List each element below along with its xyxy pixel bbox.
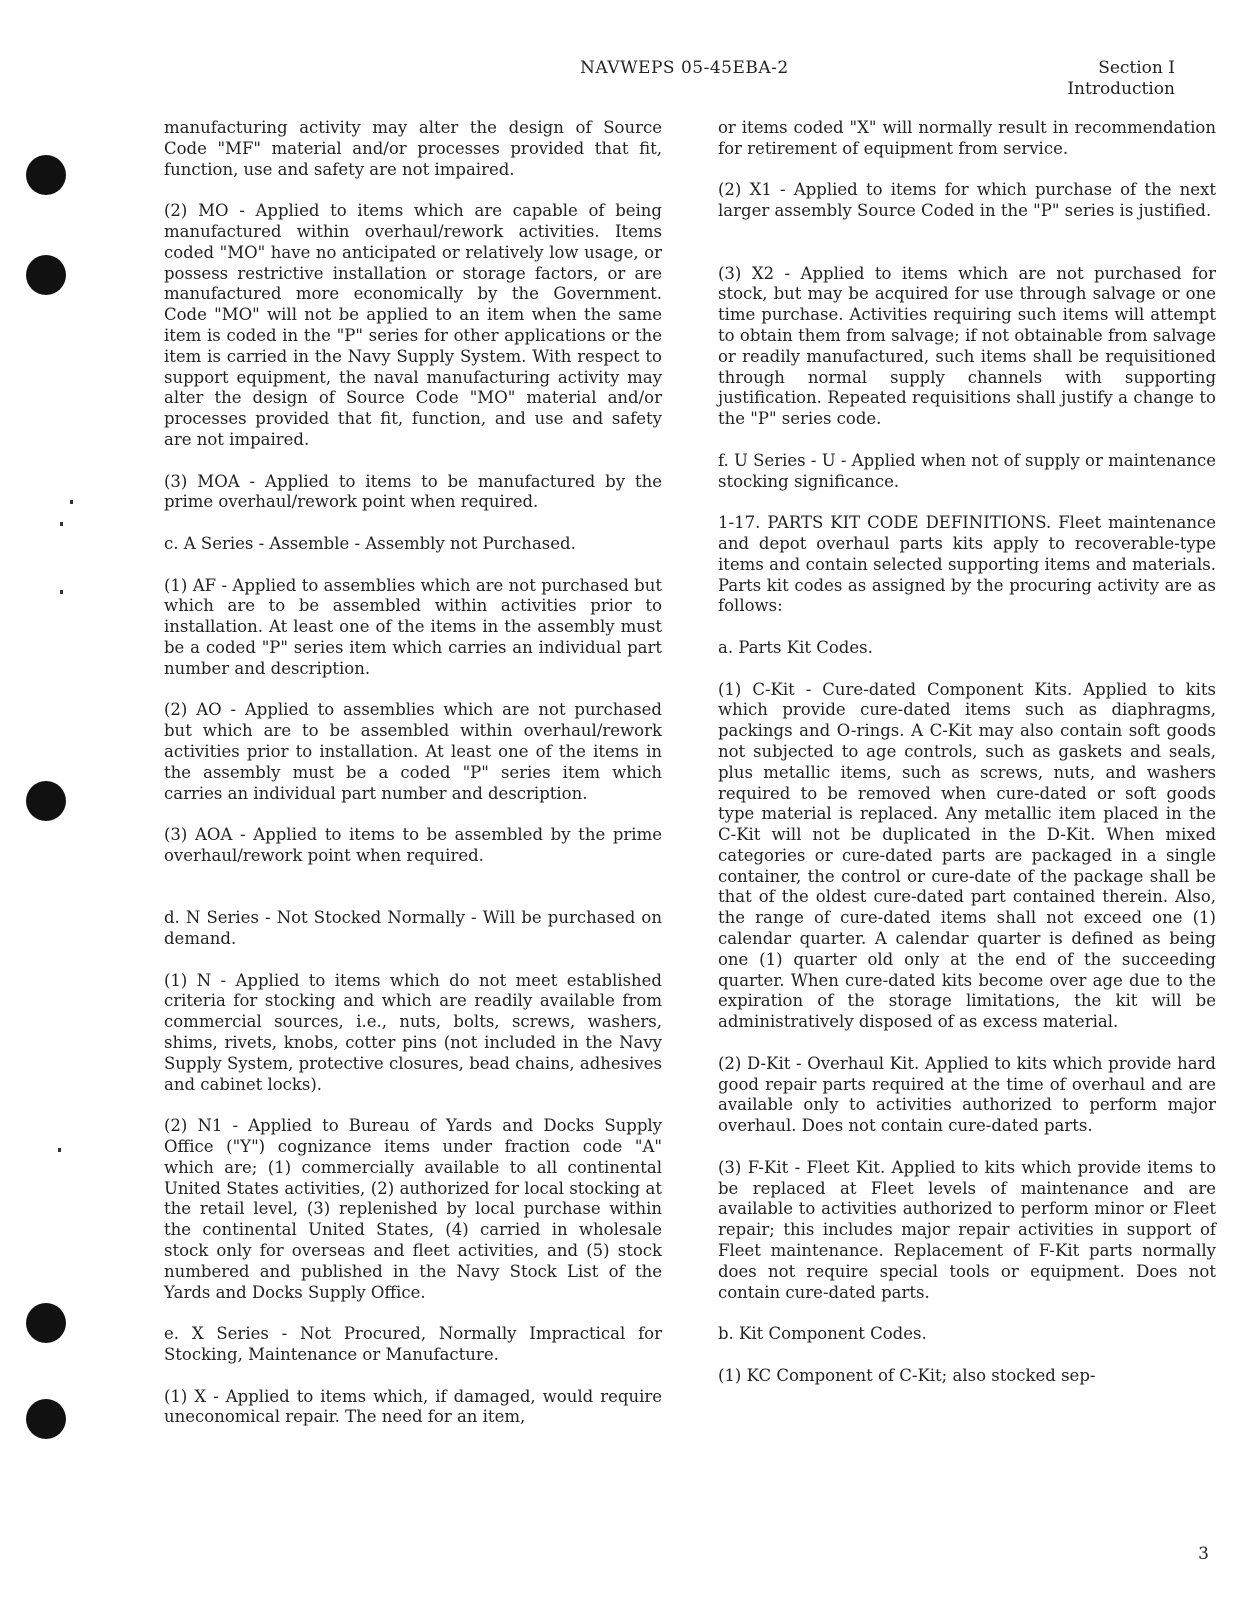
scan-speck bbox=[60, 522, 63, 526]
paragraph: (1) AF - Applied to assemblies which are not purchased but which are to be assembled within activities prior to installation. At least one of the items in the assembly must be a coded "P" series item which carries an individual part number and description. bbox=[164, 575, 662, 678]
paragraph: a. Parts Kit Codes. bbox=[718, 637, 873, 657]
paragraph: c. A Series - Assemble - Assembly not Purchased. bbox=[164, 533, 576, 553]
paragraph: or items coded "X" will normally result in recommendation for retirement of equipment from service. bbox=[718, 118, 1216, 158]
paragraph: (3) AOA - Applied to items to be assembled by the prime overhaul/rework point when required. bbox=[164, 825, 662, 865]
paragraph: (1) X - Applied to items which, if damaged, would require uneconomical repair. The need for an item, bbox=[164, 1386, 662, 1427]
paragraph: (3) X2 - Applied to items which are not purchased for stock, but may be acquired for use through salvage or one time purchase. Activities requiring such items will attempt to obtain them from salvage; if not obtainable from salvage or readily manufactured, such items shall be requisitioned through normal supply channels with supporting justification. Repeated requisitions shall justify a change to the "P" series code. bbox=[718, 263, 1216, 429]
left-text-column bbox=[164, 118, 662, 1428]
page-number: 3 bbox=[1198, 1544, 1209, 1564]
paragraph: (1) N - Applied to items which do not meet established criteria for stocking and which are readily available from commercial sources, i.e., nuts, bolts, screws, washers, shims, rivets, knobs, cotter pins (not included in the Navy Supply System, protective closures, bead chains, adhesives and cabinet locks). bbox=[164, 970, 662, 1094]
paragraph: (3) F-Kit - Fleet Kit. Applied to kits which provide items to be replaced at Fleet levels of maintenance and are available to activities authorized to perform minor or Fleet repair; this includes major repair activities in support of Fleet maintenance. Replacement of F-Kit parts normally does not require special tools or equipment. Does not contain cure-dated parts. bbox=[718, 1157, 1216, 1302]
paragraph: b. Kit Component Codes. bbox=[718, 1324, 927, 1344]
binder-hole bbox=[26, 155, 66, 195]
paragraph: e. X Series - Not Procured, Normally Impractical for Stocking, Maintenance or Manufacture. bbox=[164, 1324, 662, 1365]
section-title: Introduction bbox=[1067, 79, 1175, 99]
scan-speck bbox=[70, 500, 73, 504]
paragraph: (1) KC Component of C-Kit; also stocked sep- bbox=[718, 1365, 1096, 1385]
paragraph: manufacturing activity may alter the design of Source Code "MF" material and/or processes provided that fit, function, use and safety are not impaired. bbox=[164, 118, 662, 179]
paragraph: (2) D-Kit - Overhaul Kit. Applied to kits which provide hard good repair parts required at the time of overhaul and are available only to activities authorized to perform major overhaul. Does not contain cure-dated parts. bbox=[718, 1053, 1216, 1136]
paragraph: f. U Series - U - Applied when not of supply or maintenance stocking significance. bbox=[718, 450, 1216, 491]
binder-hole bbox=[26, 255, 66, 295]
paragraph: (2) N1 - Applied to Bureau of Yards and Docks Supply Office ("Y") cognizance items under fraction code "A" which are; (1) commercially available to all continental United States activities, (2) authorized for local stocking at the retail level, (3) replenished by local purchase within the continental United States, (4) carried in wholesale stock only for overseas and fleet activities, and (5) stock numbered and published in the Navy Stock List of the Yards and Docks Supply Office. bbox=[164, 1116, 662, 1302]
binder-hole bbox=[26, 1399, 66, 1439]
page-header-section bbox=[1067, 58, 1175, 100]
paragraph: (2) X1 - Applied to items for which purchase of the next larger assembly Source Coded in the "P" series is justified. bbox=[718, 180, 1216, 221]
paragraph: (1) C-Kit - Cure-dated Component Kits. Applied to kits which provide cure-dated items such as diaphragms, packings and O-rings. A C-Kit may also contain soft goods not subjected to age controls, such as gaskets and seals, plus metallic items, such as screws, nuts, and washers required to be removed when cure-dated or soft goods type material is replaced. Any metallic item placed in the C-Kit will not be duplicated in the D-Kit. When mixed categories or cure-dated parts are packaged in a single container, the control or cure-date of the package shall be that of the oldest cure-dated part contained therein. Also, the range of cure-dated items shall not exceed one (1) calendar quarter. A calendar quarter is defined as being one (1) quarter old only at the end of the succeeding quarter. When cure-dated kits become over age due to the expiration of the storage limitations, the kit will be administratively disposed of as excess material. bbox=[718, 679, 1216, 1032]
paragraph: 1-17. PARTS KIT CODE DEFINITIONS. Fleet maintenance and depot overhaul parts kits apply to recoverable-type items and contain selected supporting items and materials. Parts kit codes as assigned by the procuring activity are as follows: bbox=[718, 513, 1216, 616]
page-header-doc-number: NAVWEPS 05-45EBA-2 bbox=[580, 58, 789, 78]
paragraph: (3) MOA - Applied to items to be manufactured by the prime overhaul/rework point when required. bbox=[164, 471, 662, 512]
section-label: Section I bbox=[1098, 58, 1175, 78]
binder-hole bbox=[26, 1303, 66, 1343]
binder-hole bbox=[26, 781, 66, 821]
paragraph: (2) MO - Applied to items which are capable of being manufactured within overhaul/rework activities. Items coded "MO" have no anticipated or relatively low usage, or possess restrictive installation or storage factors, or are manufactured more economically by the Government. Code "MO" will not be applied to an item when the same item is coded in the "P" series for other applications or the item is carried in the Navy Supply System. With respect to support equipment, the naval manufacturing activity may alter the design of Source Code "MO" material and/or processes provided that fit, function, and use and safety are not impaired. bbox=[164, 201, 662, 449]
scan-speck bbox=[60, 590, 63, 594]
paragraph: d. N Series - Not Stocked Normally - Will be purchased on demand. bbox=[164, 908, 662, 949]
scan-speck bbox=[58, 1148, 61, 1152]
right-text-column bbox=[718, 118, 1216, 1387]
paragraph: (2) AO - Applied to assemblies which are not purchased but which are to be assembled within overhaul/rework activities prior to installation. At least one of the items in the assembly must be a coded "P" series item which carries an individual part number and description. bbox=[164, 700, 662, 803]
